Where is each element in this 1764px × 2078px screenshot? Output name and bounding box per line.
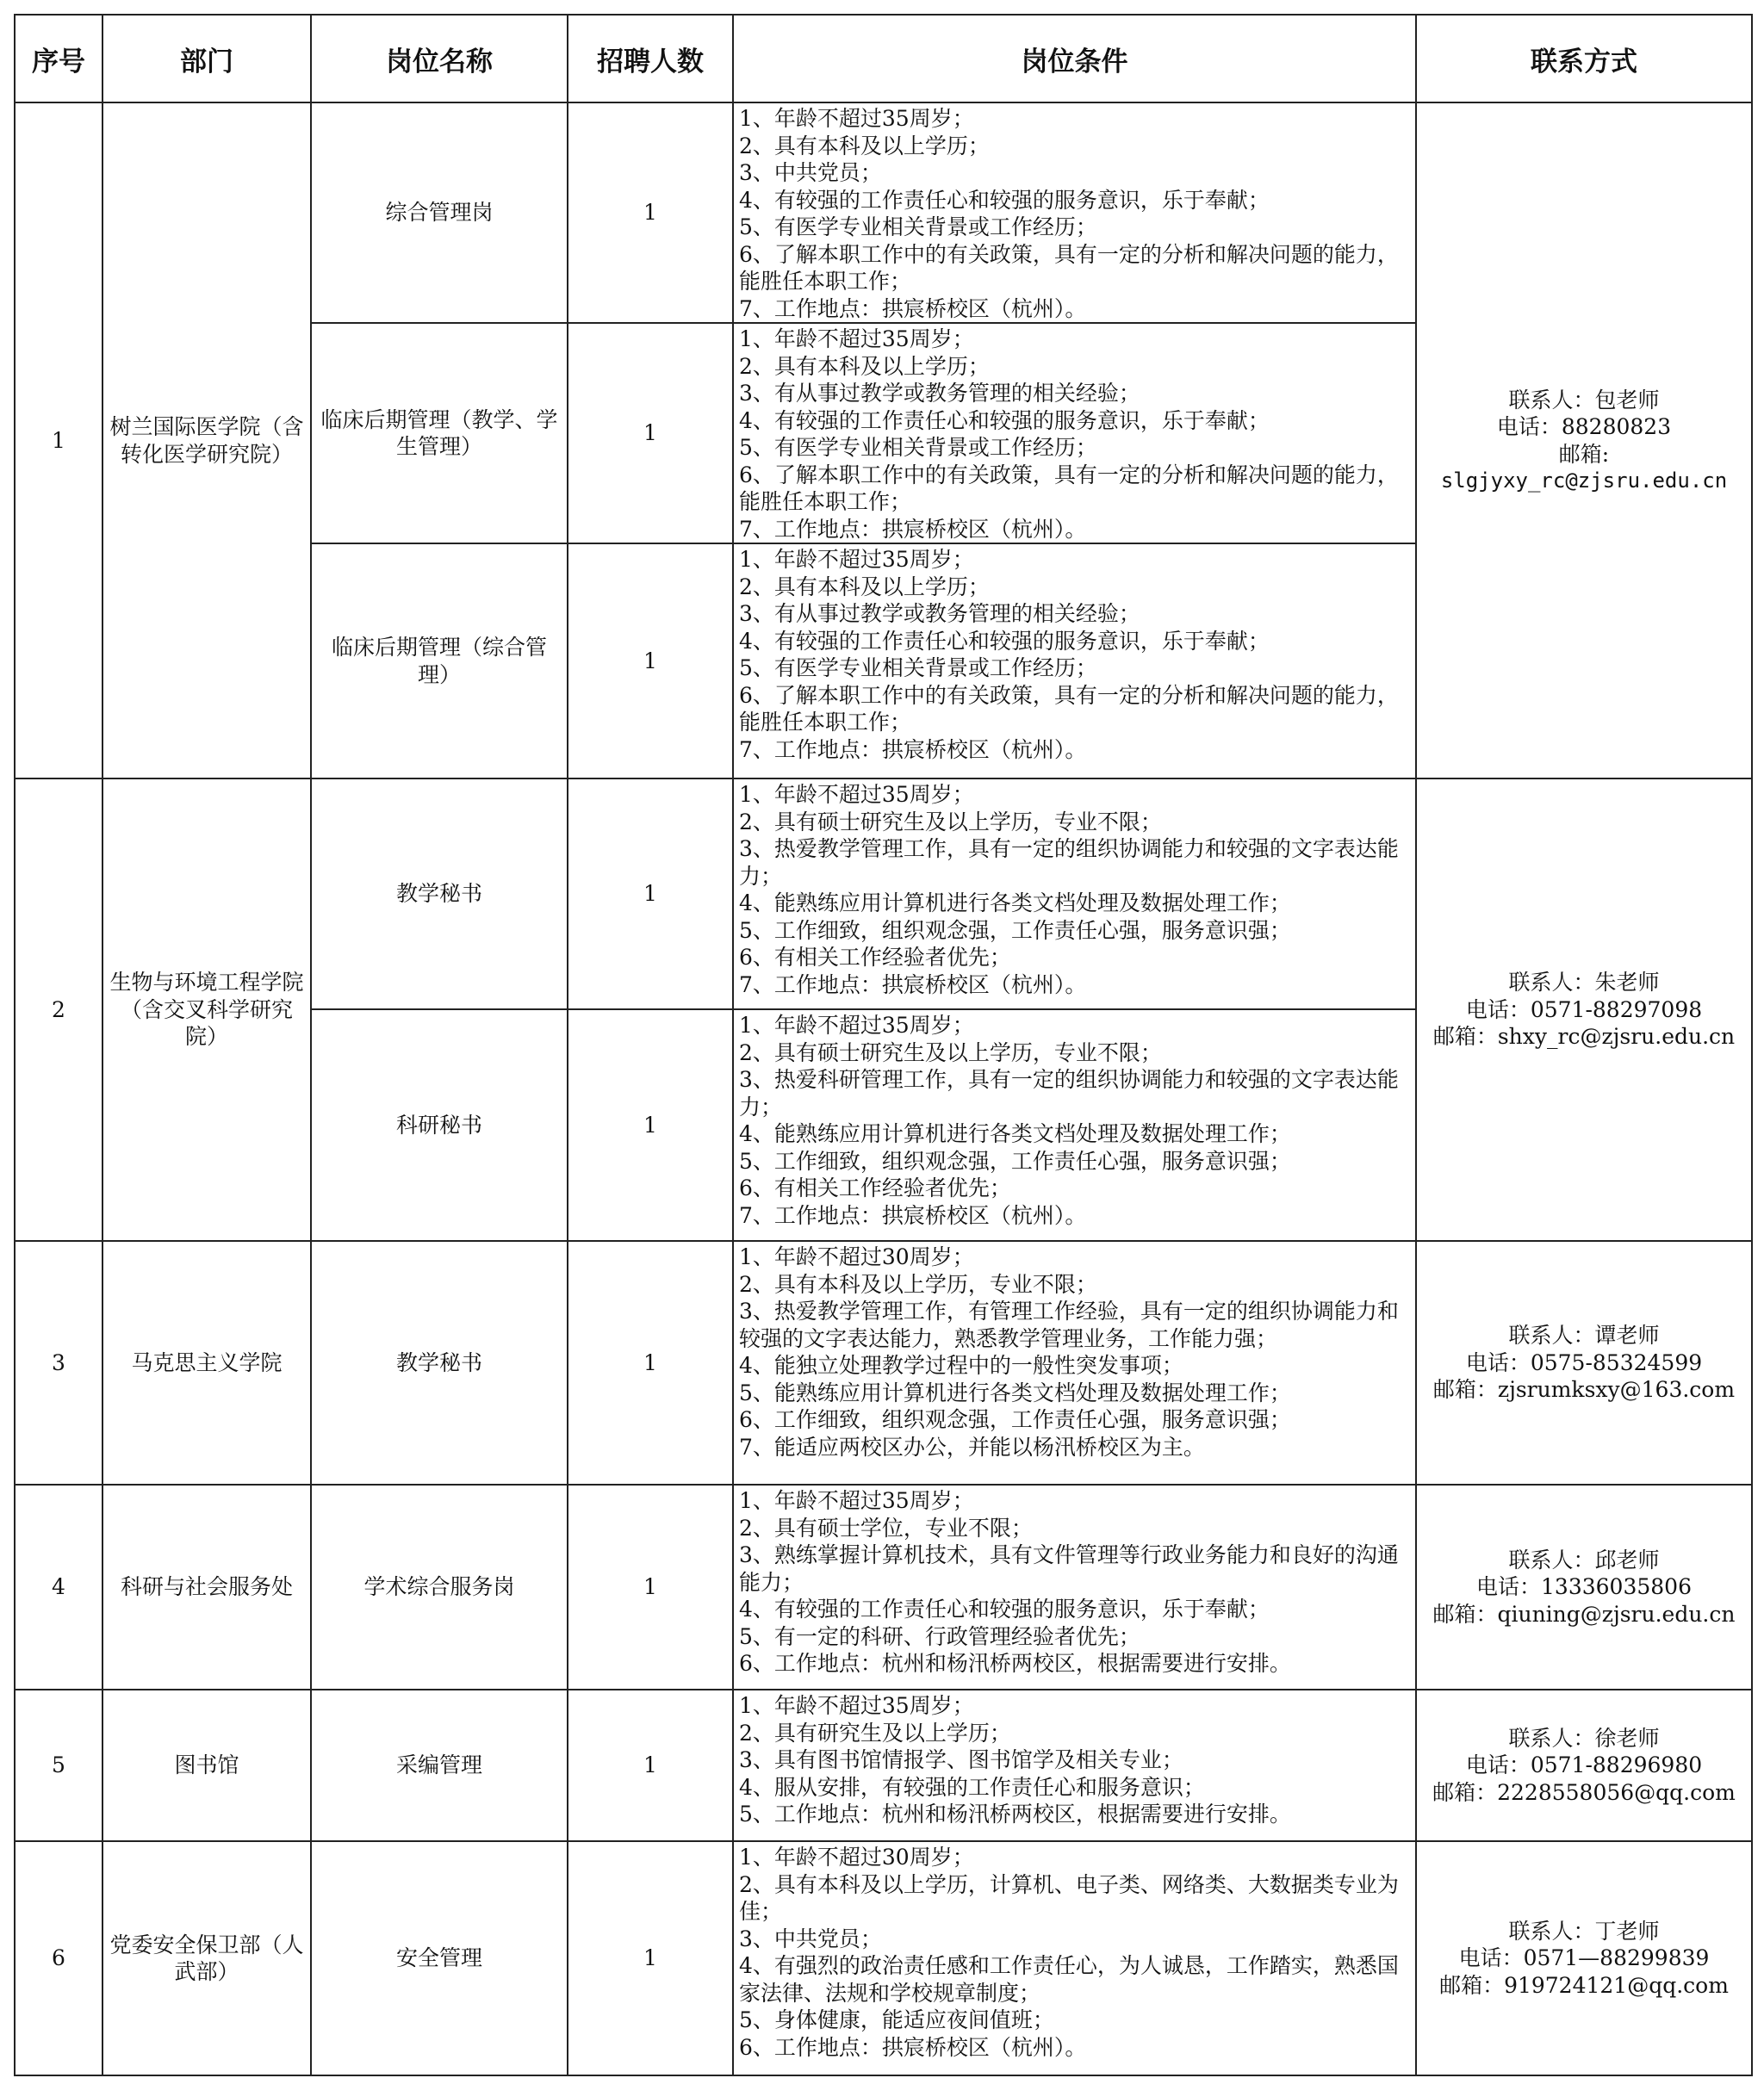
contact-email: 邮箱：919724121@qq.com [1439, 1972, 1729, 1998]
header-post: 岗位名称 [311, 15, 568, 102]
header-seq: 序号 [15, 15, 102, 102]
condition-line: 5、身体健康，能适应夜间值班； [739, 2007, 1054, 2032]
contact-cell [1416, 1841, 1752, 2075]
condition-line: 1、年龄不超过35周岁； [739, 1488, 974, 1513]
conditions-cell [733, 102, 1416, 323]
seq-cell: 6 [15, 1841, 102, 2075]
condition-line: 6、有相关工作经验者优先； [739, 1175, 1011, 1200]
contact-phone: 电话：0571-88296980 [1465, 1752, 1703, 1778]
header-dept: 部门 [102, 15, 311, 102]
condition-line: 4、有强烈的政治责任感和工作责任心，为人诚恳，工作踏实，熟悉国家法律、法规和学校规章制度； [739, 1953, 1399, 2006]
condition-line: 2、具有本科及以上学历，计算机、电子类、网络类、大数据类专业为佳； [739, 1871, 1399, 1924]
condition-line: 6、了解本职工作中的有关政策，具有一定的分析和解决问题的能力，能胜任本职工作； [739, 682, 1399, 735]
condition-line: 2、具有本科及以上学历； [739, 353, 990, 379]
condition-line: 2、具有本科及以上学历，专业不限； [739, 1271, 1097, 1297]
conditions-cell [733, 1841, 1416, 2075]
condition-line: 3、中共党员； [739, 1926, 882, 1951]
conditions-cell [733, 1690, 1416, 1841]
header-row [15, 15, 1752, 102]
condition-line: 3、熟练掌握计算机技术，具有文件管理等行政业务能力和良好的沟通能力； [739, 1542, 1399, 1595]
dept-cell: 树兰国际医学院（含转化医学研究院） [102, 102, 311, 778]
contact-email-label: 邮箱: [1558, 441, 1610, 467]
post-cell: 学术综合服务岗 [311, 1485, 568, 1690]
conditions-cell [733, 1485, 1416, 1690]
condition-line: 1、年龄不超过30周岁； [739, 1244, 974, 1269]
count-cell: 1 [568, 1690, 733, 1841]
count-cell: 1 [568, 1841, 733, 2075]
seq-cell: 2 [15, 778, 102, 1241]
count-cell: 1 [568, 1485, 733, 1690]
post-cell: 安全管理 [311, 1841, 568, 2075]
table-row [15, 1841, 1752, 2075]
header-contact: 联系方式 [1416, 15, 1752, 102]
contact-person: 联系人：徐老师 [1508, 1725, 1660, 1751]
conditions-cell [733, 1241, 1416, 1485]
table-row [15, 102, 1752, 323]
condition-line: 5、有一定的科研、行政管理经验者优先； [739, 1623, 1140, 1649]
condition-line: 1、年龄不超过35周岁； [739, 782, 974, 807]
condition-line: 3、热爱教学管理工作，具有一定的组织协调能力和较强的文字表达能力； [739, 836, 1399, 889]
condition-line: 1、年龄不超过35周岁； [739, 547, 974, 572]
contact-email: 邮箱：shxy_rc@zjsru.edu.cn [1432, 1024, 1736, 1050]
condition-line: 6、了解本职工作中的有关政策，具有一定的分析和解决问题的能力，能胜任本职工作； [739, 462, 1399, 514]
condition-line: 6、工作地点：拱宸桥校区（杭州）。 [739, 2034, 1087, 2060]
condition-line: 3、具有图书馆情报学、图书馆学及相关专业； [739, 1747, 1183, 1772]
contact-cell [1416, 102, 1752, 778]
condition-line: 4、能独立处理教学过程中的一般性突发事项； [739, 1353, 1183, 1378]
condition-line: 6、工作细致，组织观念强，工作责任心强，服务意识强； [739, 1407, 1291, 1432]
seq-cell: 3 [15, 1241, 102, 1485]
condition-line: 2、具有硕士研究生及以上学历，专业不限； [739, 1039, 1162, 1065]
contact-cell [1416, 1485, 1752, 1690]
contact-email: 邮箱：2228558056@qq.com [1432, 1779, 1736, 1805]
condition-line: 4、有较强的工作责任心和较强的服务意识，乐于奉献； [739, 407, 1270, 433]
dept-cell: 党委安全保卫部（人武部） [102, 1841, 311, 2075]
condition-line: 4、能熟练应用计算机进行各类文档处理及数据处理工作； [739, 1121, 1291, 1146]
condition-line: 7、工作地点：拱宸桥校区（杭州）。 [739, 736, 1087, 762]
conditions-cell [733, 323, 1416, 543]
contact-phone: 电话：13336035806 [1476, 1574, 1692, 1600]
post-cell: 教学秘书 [311, 778, 568, 1009]
condition-line: 5、有医学专业相关背景或工作经历； [739, 214, 1097, 239]
contact-person: 联系人：朱老师 [1508, 970, 1660, 996]
condition-line: 5、有医学专业相关背景或工作经历； [739, 435, 1097, 460]
count-cell: 1 [568, 778, 733, 1009]
contact-phone: 电话：0575-85324599 [1465, 1349, 1703, 1375]
count-cell: 1 [568, 1009, 733, 1241]
contact-cell [1416, 1241, 1752, 1485]
seq-cell: 1 [15, 102, 102, 778]
condition-line: 3、中共党员； [739, 160, 882, 185]
dept-cell: 图书馆 [102, 1690, 311, 1841]
condition-line: 7、能适应两校区办公，并能以杨汛桥校区为主。 [739, 1434, 1205, 1460]
contact-phone: 电话：0571—88299839 [1458, 1945, 1710, 1971]
recruitment-table [14, 14, 1753, 2076]
condition-line: 3、热爱教学管理工作，有管理工作经验，具有一定的组织协调能力和较强的文字表达能力，熟悉教学管理业务，工作能力强； [739, 1299, 1399, 1351]
table-row [15, 778, 1752, 1009]
condition-line: 2、具有硕士学位，专业不限； [739, 1515, 1033, 1541]
condition-line: 4、有较强的工作责任心和较强的服务意识，乐于奉献； [739, 187, 1270, 213]
table-row [15, 1690, 1752, 1841]
condition-line: 7、工作地点：拱宸桥校区（杭州）。 [739, 295, 1087, 321]
condition-line: 2、具有本科及以上学历； [739, 574, 990, 599]
condition-line: 7、工作地点：拱宸桥校区（杭州）。 [739, 1202, 1087, 1228]
condition-line: 7、工作地点：拱宸桥校区（杭州）。 [739, 516, 1087, 542]
condition-line: 5、工作细致，组织观念强，工作责任心强，服务意识强； [739, 1148, 1291, 1174]
post-cell: 临床后期管理（综合管理） [311, 543, 568, 778]
count-cell: 1 [568, 543, 733, 778]
seq-cell: 4 [15, 1485, 102, 1690]
count-cell: 1 [568, 323, 733, 543]
condition-line: 3、有从事过教学或教务管理的相关经验； [739, 381, 1140, 406]
contact-phone: 电话：0571-88297098 [1465, 996, 1703, 1022]
condition-line: 6、工作地点：杭州和杨汛桥两校区，根据需要进行安排。 [739, 1651, 1291, 1676]
contact-person: 联系人：邱老师 [1508, 1547, 1660, 1572]
condition-line: 6、了解本职工作中的有关政策，具有一定的分析和解决问题的能力，能胜任本职工作； [739, 241, 1399, 294]
condition-line: 1、年龄不超过35周岁； [739, 106, 974, 131]
table-row [15, 1485, 1752, 1690]
condition-line: 3、有从事过教学或教务管理的相关经验； [739, 601, 1140, 626]
post-cell: 教学秘书 [311, 1241, 568, 1485]
contact-person: 联系人：包老师 [1508, 387, 1660, 412]
condition-line: 1、年龄不超过35周岁； [739, 326, 974, 351]
contact-email: slgjyxy_rc@zjsru.edu.cn [1440, 468, 1728, 493]
condition-line: 1、年龄不超过30周岁； [739, 1845, 974, 1870]
condition-line: 4、能熟练应用计算机进行各类文档处理及数据处理工作； [739, 890, 1291, 915]
condition-line: 6、有相关工作经验者优先； [739, 945, 1011, 970]
count-cell: 1 [568, 1241, 733, 1485]
conditions-cell [733, 543, 1416, 778]
dept-cell: 马克思主义学院 [102, 1241, 311, 1485]
contact-person: 联系人：丁老师 [1508, 1918, 1660, 1944]
condition-line: 5、能熟练应用计算机进行各类文档处理及数据处理工作； [739, 1380, 1291, 1405]
contact-email: 邮箱：zjsrumksxy@163.com [1432, 1377, 1736, 1403]
post-cell: 科研秘书 [311, 1009, 568, 1241]
contact-email: 邮箱：qiuning@zjsru.edu.cn [1432, 1601, 1736, 1627]
condition-line: 2、具有本科及以上学历； [739, 133, 990, 158]
header-count: 招聘人数 [568, 15, 733, 102]
seq-cell: 5 [15, 1690, 102, 1841]
condition-line: 4、有较强的工作责任心和较强的服务意识，乐于奉献； [739, 1597, 1270, 1622]
header-conditions: 岗位条件 [733, 15, 1416, 102]
condition-line: 5、工作细致，组织观念强，工作责任心强，服务意识强； [739, 917, 1291, 943]
condition-line: 4、服从安排，有较强的工作责任心和服务意识； [739, 1774, 1205, 1800]
condition-line: 5、工作地点：杭州和杨汛桥两校区，根据需要进行安排。 [739, 1802, 1291, 1827]
condition-line: 5、有医学专业相关背景或工作经历； [739, 655, 1097, 680]
contact-cell [1416, 1690, 1752, 1841]
post-cell: 临床后期管理（教学、学生管理） [311, 323, 568, 543]
condition-line: 2、具有研究生及以上学历； [739, 1720, 1011, 1746]
post-cell: 综合管理岗 [311, 102, 568, 323]
condition-line: 7、工作地点：拱宸桥校区（杭州）。 [739, 971, 1087, 997]
conditions-cell [733, 1009, 1416, 1241]
contact-phone: 电话：88280823 [1496, 414, 1672, 439]
count-cell: 1 [568, 102, 733, 323]
contact-cell [1416, 778, 1752, 1241]
dept-cell: 生物与环境工程学院（含交叉科学研究院） [102, 778, 311, 1241]
contact-person: 联系人：谭老师 [1508, 1323, 1660, 1349]
condition-line: 3、热爱科研管理工作，具有一定的组织协调能力和较强的文字表达能力； [739, 1067, 1399, 1120]
post-cell: 采编管理 [311, 1690, 568, 1841]
conditions-cell [733, 778, 1416, 1009]
condition-line: 1、年龄不超过35周岁； [739, 1693, 974, 1718]
condition-line: 1、年龄不超过35周岁； [739, 1013, 974, 1038]
condition-line: 2、具有硕士研究生及以上学历，专业不限； [739, 809, 1162, 834]
condition-line: 4、有较强的工作责任心和较强的服务意识，乐于奉献； [739, 628, 1270, 654]
table-row [15, 1241, 1752, 1485]
dept-cell: 科研与社会服务处 [102, 1485, 311, 1690]
